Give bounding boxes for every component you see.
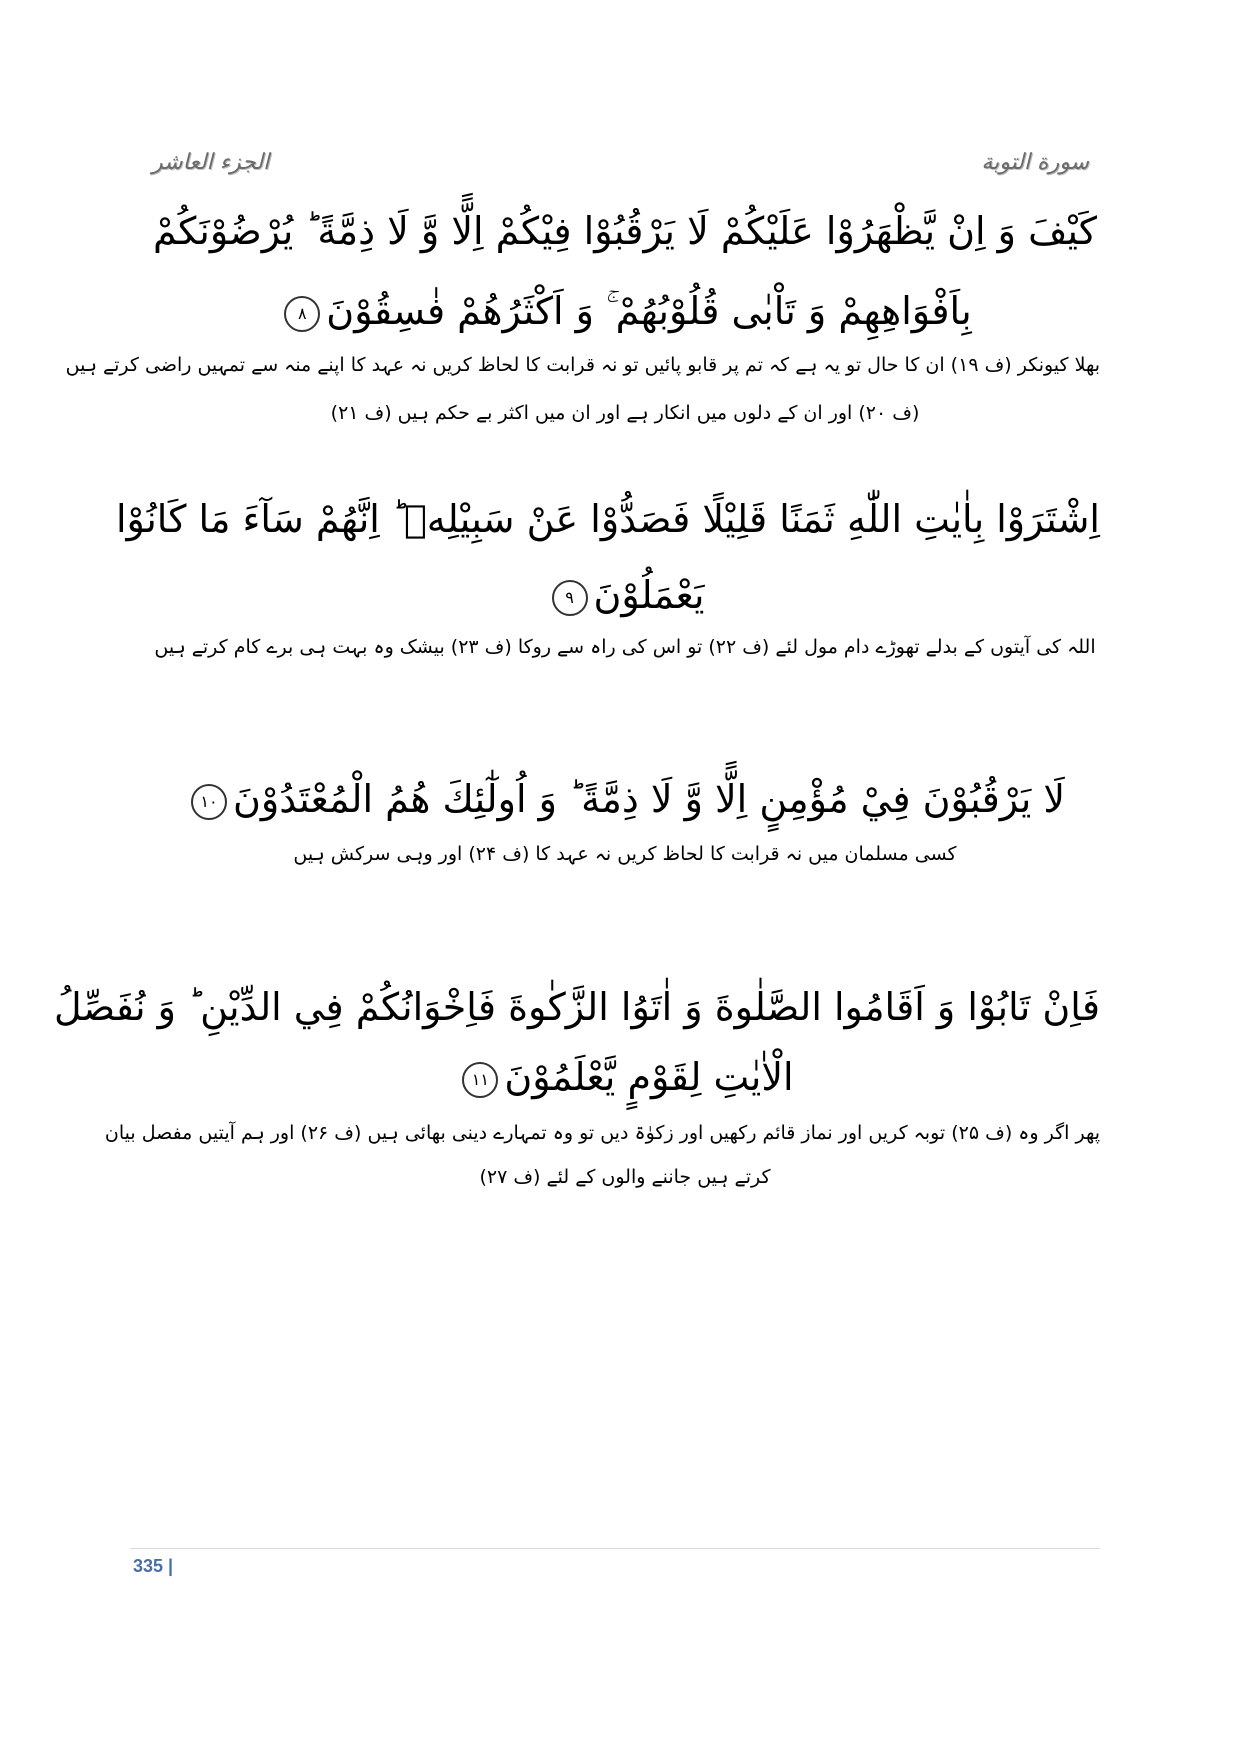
verse-8-arabic-line-1: كَيْفَ وَ اِنْ يَّظْهَرُوْا عَلَيْكُمْ لَا يَرْقُبُوْا فِيْكُمْ اِلًّا وَّ لَا ذِمَّةً ؕ يُرْضُوْنَكُمْ (152, 209, 1097, 253)
verse-9-arabic-line-1: اِشْتَرَوْا بِاٰيٰتِ اللّٰهِ ثَمَنًا قَلِيْلًا فَصَدُّوْا عَنْ سَبِيْلِهٖ ؕ اِنَّهُمْ سَآءَ مَا كَانُوْا (116, 497, 1100, 541)
ayah-marker-11: ١١ (462, 1062, 498, 1098)
verse-8-arabic-line-2 (150, 288, 1100, 336)
verse-11-arabic-line-2-text: الْاٰيٰتِ لِقَوْمٍ يَّعْلَمُوْنَ (504, 1055, 794, 1099)
verse-9-arabic-line-2 (150, 572, 1100, 620)
ayah-marker-10: ١٠ (191, 784, 227, 820)
surah-title-calligraphy: سورة التوبة (981, 150, 1089, 175)
ayah-marker-9: ٩ (552, 580, 588, 616)
juz-title-calligraphy: الجزء العاشر (152, 150, 270, 175)
verse-11-translation-line-1: پھر اگر وہ (ف ۲۵) توبہ کریں اور نماز قائم رکھیں اور زکوٰۃ دیں تو وہ تمہارے دینی بھائی ہیں (ف ۲۶) اور ہم آیتیں مفصل بیان (104, 1122, 1100, 1144)
verse-8-arabic-line-2-text: بِاَفْوَاهِهِمْ وَ تَاْبٰى قُلُوْبُهُمْ ۚ وَ اَكْثَرُهُمْ فٰسِقُوْنَ (326, 289, 972, 333)
verse-10-arabic-line-1-text: لَا يَرْقُبُوْنَ فِيْ مُؤْمِنٍ اِلًّا وَّ لَا ذِمَّةً ؕ وَ اُولٰٓئِكَ هُمُ الْمُعْتَدُوْنَ (232, 777, 1066, 821)
verse-9-translation-line-1: اللہ کی آیتوں کے بدلے تھوڑے دام مول لئے (ف ۲۲) تو اس کی راہ سے روکا (ف ۲۳) بیشک وہ بہت ہی برے کام کرتے ہیں (154, 636, 1096, 658)
page-number: 335 | (133, 1556, 174, 1576)
verse-11-arabic-line-1: فَاِنْ تَابُوْا وَ اَقَامُوا الصَّلٰوةَ وَ اٰتَوُا الزَّكٰوةَ فَاِخْوَانُكُمْ فِي الدِّيْنِ ؕ وَ نُفَصِّلُ (54, 985, 1100, 1029)
verse-11-arabic-line-2 (150, 1054, 1100, 1102)
verse-10-translation-line-1: کسی مسلمان میں نہ قرابت کا لحاظ کریں نہ عہد کا (ف ۲۴) اور وہی سرکش ہیں (293, 843, 957, 865)
verse-10-arabic-line-1 (150, 776, 1100, 824)
ayah-marker-8: ٨ (284, 296, 320, 332)
footer-divider (130, 1548, 1100, 1549)
verse-11-translation-line-2: کرتے ہیں جاننے والوں کے لئے (ف ۲۷) (479, 1166, 771, 1188)
verse-9-arabic-line-2-text: يَعْمَلُوْنَ (593, 573, 705, 617)
verse-8-translation-line-2: (ف ۲۰) اور ان کے دلوں میں انکار ہے اور ان میں اکثر بے حکم ہیں (ف ۲۱) (330, 402, 920, 424)
verse-8-translation-line-1: بھلا کیونکر (ف ۱۹) ان کا حال تو یہ ہے کہ تم پر قابو پائیں تو نہ قرابت کا لحاظ کریں نہ عہد کا اپنے منہ سے تمہیں راضی کرتے ہیں (65, 354, 1100, 376)
